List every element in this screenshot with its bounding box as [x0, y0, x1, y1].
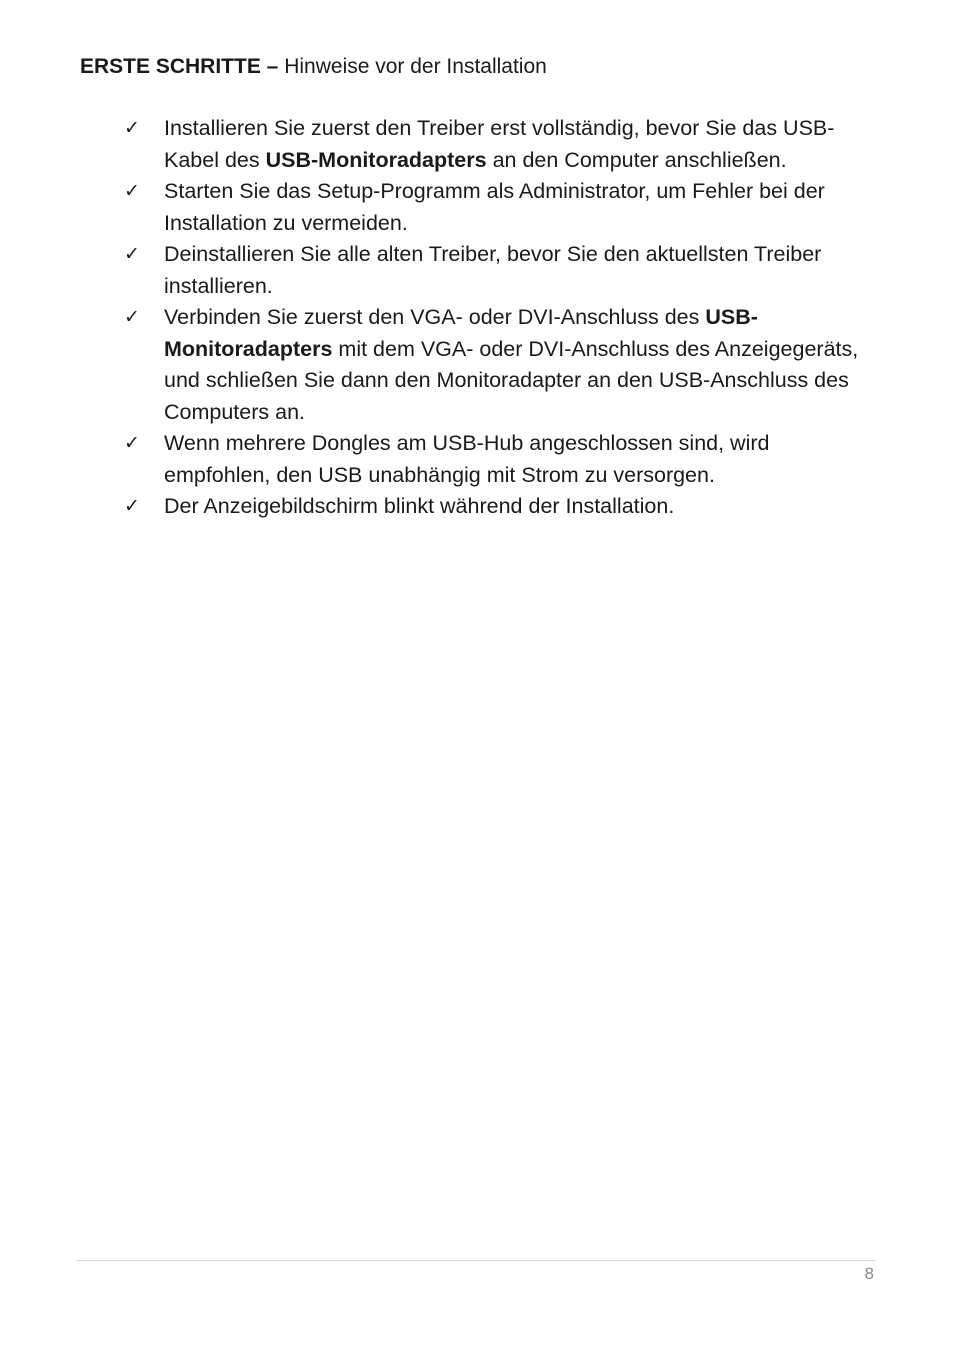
list-item-text: Starten Sie das Setup-Programm als Administrator, um Fehler bei der Installation zu vermeiden.: [164, 179, 825, 235]
list-item-text: Installieren Sie zuerst den Treiber erst vollständig, bevor Sie das USB-Kabel des: [164, 116, 835, 172]
checkmark-icon: ✓: [124, 180, 140, 202]
page-number: 8: [864, 1264, 874, 1283]
list-item-bold: USB-Monitoradapters: [265, 147, 487, 172]
list-item: [124, 302, 864, 428]
list-item: [124, 176, 864, 239]
checkmark-icon: ✓: [124, 432, 140, 454]
list-item-text: Der Anzeigebildschirm blinkt während der Installation.: [164, 494, 675, 518]
list-item-text: Deinstallieren Sie alle alten Treiber, bevor Sie den aktuellsten Treiber installieren.: [164, 242, 822, 298]
checkmark-icon: ✓: [124, 306, 140, 328]
section-heading-bold: ERSTE SCHRITTE –: [80, 55, 279, 78]
list-item-text: mit dem VGA- oder DVI-Anschluss des Anzeigegeräts, und schließen Sie dann den Monitoradapter an den USB-Anschluss des Computers an.: [164, 336, 859, 424]
list-item-bold: USB-Monitoradapters: [164, 305, 758, 361]
list-item: [124, 113, 864, 176]
list-item: [124, 239, 864, 302]
list-item: [124, 428, 864, 491]
installation-notes-list: [124, 113, 864, 523]
list-item-text: an den Computer anschließen.: [486, 147, 787, 172]
section-heading: [80, 52, 547, 81]
footer-divider: [76, 1260, 876, 1261]
checkmark-icon: ✓: [124, 243, 140, 265]
checkmark-icon: ✓: [124, 117, 140, 139]
list-item: [124, 491, 864, 523]
list-item-text: Wenn mehrere Dongles am USB-Hub angeschlossen sind, wird empfohlen, den USB unabhängig mit Strom zu versorgen.: [164, 431, 770, 487]
checkmark-icon: ✓: [124, 495, 140, 517]
section-heading-text: Hinweise vor der Installation: [278, 55, 547, 78]
list-item-text: Verbinden Sie zuerst den VGA- oder DVI-Anschluss des: [164, 305, 706, 329]
